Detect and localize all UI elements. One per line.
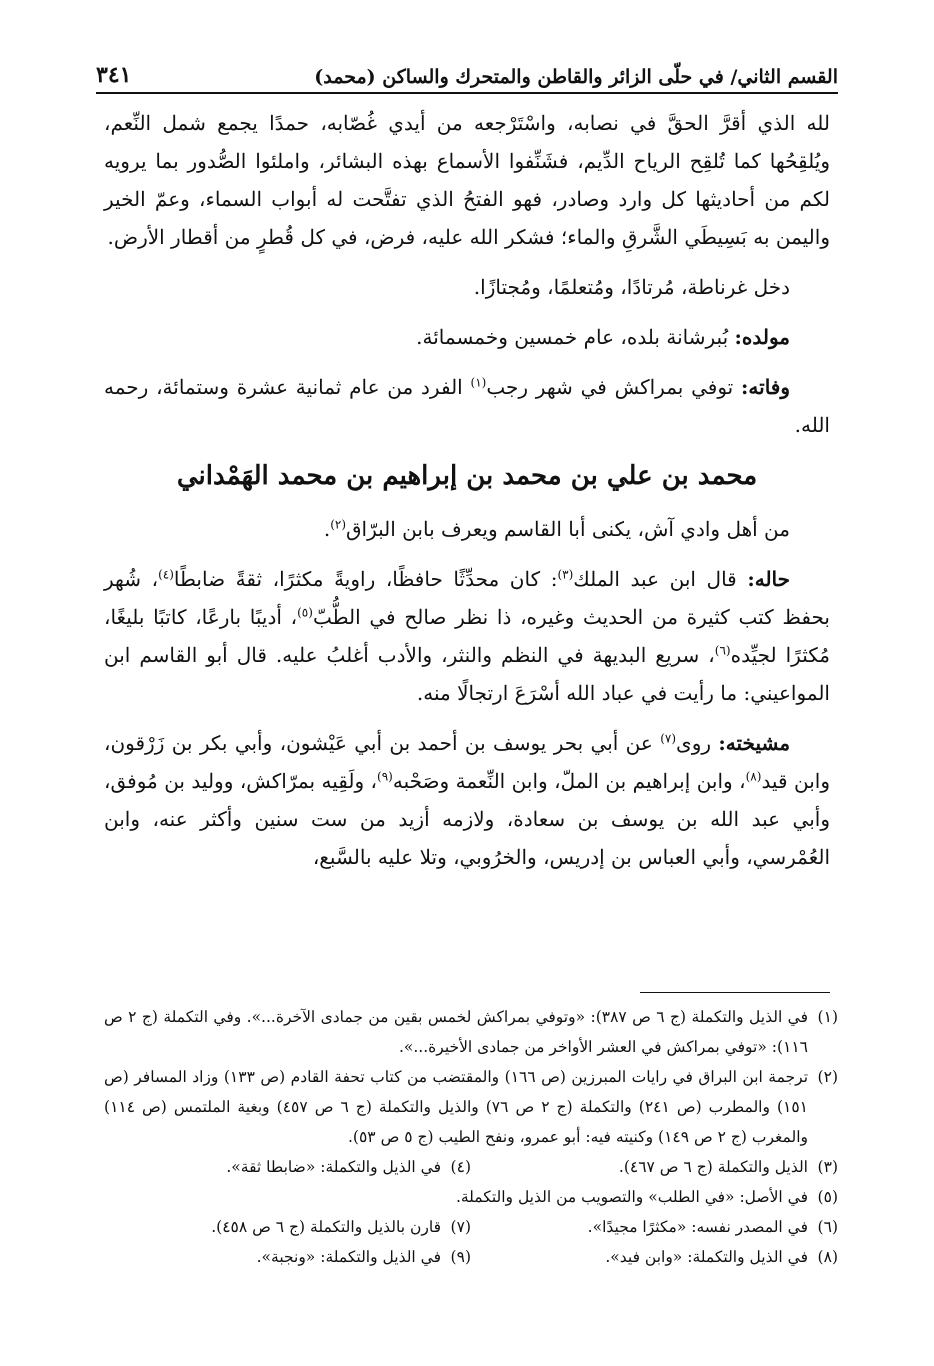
footnote-5 — [104, 1182, 838, 1212]
footnote-text: قارن بالذيل والتكملة (ج ٦ ص ٤٥٨). — [211, 1218, 441, 1236]
footnote-text: في الذيل والتكملة: «ونجبة». — [256, 1248, 441, 1266]
label-teachers: مشيخته: — [718, 731, 791, 755]
paragraph-text: لله الذي أقرَّ الحقَّ في نصابه، واسْتَرْجعه من أيدي غُصّابه، حمدًا يجمع شمل النِّعم، ويُلقِحُها كما تُلقِح الرياح الدِّيم، فشَنِّفوا الأسماع بهذه البشائر، واملئوا الصُّدور بما يرويه لكم من أحاديثها كل وارد وصادر، فهو الفتحُ الذي تفتَّحت له أبواب السماء، وعمّ الخير واليمن به بَسِيطَي الشَّرقِ والماء؛ فشكر الله عليه، فرض، في كل قُطرٍ من أقطار الأرض. — [104, 111, 830, 249]
footnote-4 — [104, 1152, 471, 1182]
footnote-ref: (١) — [470, 375, 487, 390]
footnote-text: في الذيل والتكملة (ج ٦ ص ٣٨٧): «وتوفي بمراكش لخمس بقين من جمادى الآخرة...». وفي التكملة (ج ٢ ص ١١٦): «توفي بمراكش في العشر الأواخر من جمادى الأخيرة...». — [104, 1008, 809, 1056]
paragraph-text: من أهل وادي آش، يكنى أبا القاسم ويعرف بابن البرّاق — [346, 517, 790, 541]
footnote-text: الذيل والتكملة (ج ٦ ص ٤٦٧). — [618, 1158, 808, 1176]
footnote-number: (٥) — [817, 1188, 838, 1206]
page-number: ٣٤١ — [96, 62, 132, 88]
footnotes — [104, 1002, 838, 1272]
footnote-ref: (٣) — [557, 567, 574, 582]
footnote-text: في الأصل: «في الطلب» والتصويب من الذيل والتكملة. — [455, 1188, 808, 1206]
footnote-number: (٢) — [817, 1068, 838, 1086]
footnote-ref: (٦) — [714, 643, 731, 658]
footnote-row — [104, 1212, 838, 1242]
label-death: وفاته: — [741, 375, 790, 399]
footnote-text: ترجمة ابن البراق في رايات المبرزين (ص ١٦٦) والمقتضب من كتاب تحفة القادم (ص ١٣٣) وزاد المسافر (ص ١٥١) والمطرب (ص ٢٤١) والتكملة (ج ٢ ص ٧٦) والذيل والتكملة (ج ٦ ص ٤٥٧) وبغية الملتمس (ص ١١٤) والمغرب (ج ٢ ص ١٤٩) وكنيته فيه: أبو عمرو، ونفح الطيب (ج ٥ ص ٥٣). — [104, 1068, 809, 1146]
running-title: القسم الثاني/ في حلّى الزائر والقاطن والمتحرك والساكن (محمد) — [314, 66, 838, 88]
footnote-row — [104, 1242, 838, 1272]
footnote-text: في الذيل والتكملة: «وابن فيد». — [605, 1248, 808, 1266]
paragraph-entry — [104, 268, 830, 306]
footnote-number: (٩) — [450, 1248, 471, 1266]
paragraph-text: روى — [676, 731, 712, 755]
footnote-number: (٣) — [817, 1158, 838, 1176]
paragraph-text: الفرد من عام ثمانية عشرة وستمائة، رحمه الله. — [104, 375, 830, 437]
paragraph-text: ، ولَقِيه بمرّاكش، ووليد بن مُوفق، وأبي عبد الله بن يوسف بن سعادة، ولازمه أزيد من ست سنين وأكثر عنه، وابن العُمْرسي، وأبي العباس بن إدريس، والخرُوبي، وتلا عليه بالسَّبع، — [104, 769, 830, 869]
footnote-1 — [104, 1002, 838, 1062]
footnote-number: (٦) — [817, 1218, 838, 1236]
paragraph-text: توفي بمراكش في شهر رجب — [486, 375, 734, 399]
footnote-number: (٤) — [450, 1158, 471, 1176]
footnote-2 — [104, 1062, 838, 1152]
footnote-ref: (٥) — [297, 605, 313, 620]
main-text — [104, 104, 830, 888]
footnote-ref: (٢) — [330, 517, 347, 532]
punctuation: . — [323, 517, 331, 541]
paragraph-text: عن أبي بحر يوسف بن أحمد بن أبي عَيْشون، وأبي بكر بن زَرْقون، وابن قيد — [104, 731, 830, 793]
paragraph-teachers — [104, 724, 830, 876]
label-state: حاله: — [747, 567, 791, 591]
paragraph-death — [104, 368, 830, 444]
footnote-9 — [104, 1242, 471, 1272]
paragraph-birth — [104, 318, 830, 356]
paragraph-text: ، أديبًا بارعًا، كاتبًا بليغًا، مُكثرًا لجيِّده — [104, 605, 830, 667]
footnote-number: (٧) — [450, 1218, 471, 1236]
paragraph-text: : كان محدِّثًا حافظًا، راويةً مكثرًا، ثقةً ضابطًا — [173, 567, 558, 591]
footnote-rule — [640, 992, 830, 993]
paragraph-text: ، وابن إبراهيم بن الملّ، وابن النِّعمة وصَحْبه — [392, 769, 746, 793]
footnote-text: في الذيل والتكملة: «ضابطا ثقة». — [226, 1158, 441, 1176]
label-birth: مولده: — [734, 325, 790, 349]
paragraph-text: دخل غرناطة، مُرتادًا، ومُتعلمًا، ومُجتازًا. — [473, 275, 790, 299]
footnote-6 — [471, 1212, 838, 1242]
footnote-3 — [471, 1152, 838, 1182]
paragraph-text: قال ابن عبد الملك — [573, 567, 737, 591]
footnote-ref: (٨) — [745, 769, 762, 784]
paragraph-opening — [104, 104, 830, 256]
running-header — [96, 52, 838, 88]
footnote-row — [104, 1152, 838, 1182]
paragraph-origin — [104, 510, 830, 548]
paragraph-text: ، سريع البديهة في النظم والنثر، والأدب أغلبُ عليه. قال أبو القاسم ابن المواعيني: ما رأيت في عباد الله أسْرَعَ ارتجالًا منه. — [104, 643, 830, 705]
footnote-number: (١) — [817, 1008, 838, 1026]
paragraph-text: بُبرشانة بلده، عام خمسين وخمسمائة. — [416, 325, 729, 349]
section-title: محمد بن علي بن محمد بن إبراهيم بن محمد الهَمْداني — [176, 461, 758, 491]
footnote-ref: (٩) — [377, 769, 393, 784]
paragraph-text: ، شُهر بحفظ كتب كثيرة من الحديث وغيره، ذا نظر صالح في الطُّبّ — [104, 567, 830, 629]
footnote-number: (٨) — [817, 1248, 838, 1266]
footnote-8 — [471, 1242, 838, 1272]
footnote-ref: (٤) — [158, 567, 174, 582]
footnote-ref: (٧) — [660, 731, 677, 746]
header-rule — [96, 92, 838, 94]
paragraph-state — [104, 560, 830, 712]
footnote-text: في المصدر نفسه: «مكثرًا مجيدًا». — [587, 1218, 808, 1236]
footnote-7 — [104, 1212, 471, 1242]
